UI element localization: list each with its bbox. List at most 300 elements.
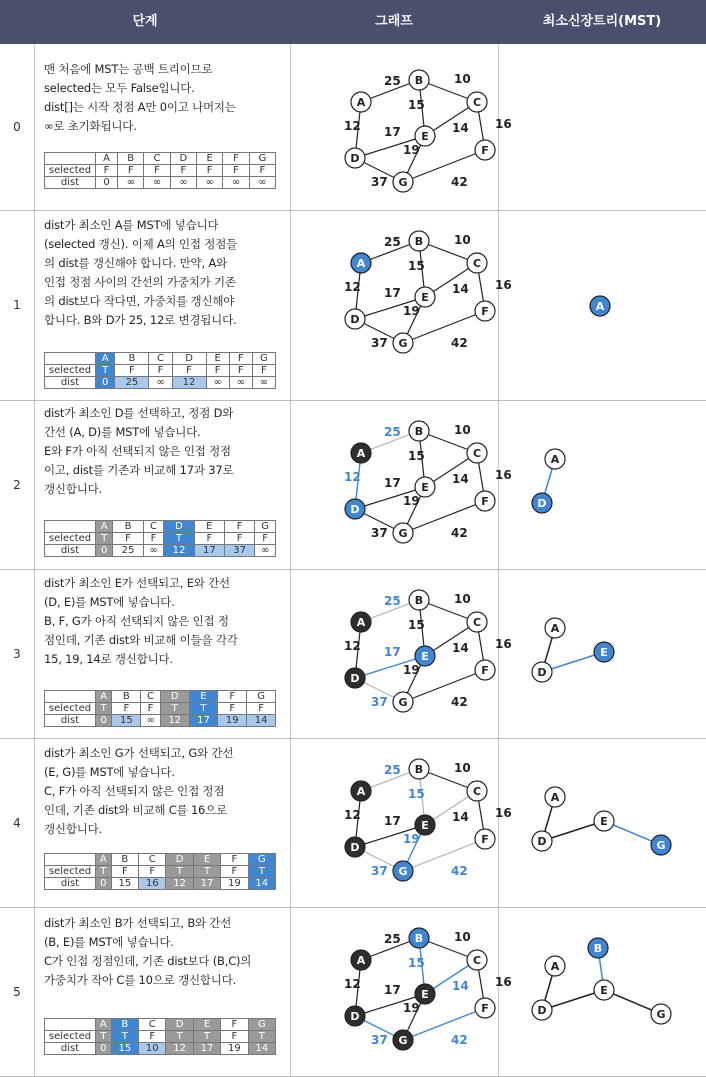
edge-weight-label: 17 bbox=[384, 983, 401, 997]
graph-vertex bbox=[393, 523, 413, 543]
row-label bbox=[45, 854, 96, 866]
vertex-label: A bbox=[550, 453, 560, 466]
header-mst: 최소신장트리(MST) bbox=[542, 14, 662, 29]
table-cell: 10 bbox=[139, 1043, 166, 1055]
selected-row bbox=[45, 703, 276, 715]
table-cell: F bbox=[139, 866, 166, 878]
table-cell: F bbox=[225, 521, 255, 533]
vertex-label: A bbox=[356, 616, 366, 629]
vertex-label: D bbox=[350, 1010, 360, 1023]
graph-diagram bbox=[318, 759, 528, 899]
edge-weight-label: 17 bbox=[384, 286, 401, 300]
row-label bbox=[45, 153, 96, 165]
table-cell: F bbox=[247, 703, 276, 715]
table-cell: 12 bbox=[166, 878, 193, 890]
edge-weight-label: 17 bbox=[384, 814, 401, 828]
edge-weight-label: 17 bbox=[384, 476, 401, 490]
graph-vertex bbox=[415, 646, 435, 666]
edge-weight-label: 42 bbox=[451, 864, 468, 878]
step-row bbox=[0, 401, 706, 570]
table-cell: F bbox=[255, 533, 276, 545]
vertex-label: C bbox=[472, 447, 482, 460]
edge-weight-label: 14 bbox=[452, 641, 469, 655]
row-label bbox=[45, 1019, 96, 1031]
mst-vertex bbox=[545, 449, 565, 469]
dist-row bbox=[45, 1043, 276, 1055]
mst-vertex bbox=[545, 956, 565, 976]
step-description: dist가 최소인 D를 선택하고, 정점 D와 간선 (A, D)를 MST에 넣습니다. E와 F가 아직 선택되지 않은 인접 정점 이고, dist를 기존과 비교해 17과 37로 갱신합니다. bbox=[44, 406, 234, 496]
vertex-label: A bbox=[356, 785, 366, 798]
mst-diagram bbox=[520, 759, 700, 889]
header-graph: 그래프 bbox=[375, 14, 413, 29]
table-cell: F bbox=[118, 165, 144, 177]
step-description: 맨 처음에 MST는 공백 트리이므로 selected는 모두 False입니다. dist[]는 시작 정점 A만 0이고 나머지는 ∞로 초기화됩니다. bbox=[44, 62, 236, 133]
table-cell: F bbox=[206, 365, 229, 377]
edge-weight-label: 25 bbox=[384, 932, 401, 946]
table-cell: F bbox=[141, 703, 161, 715]
graph-vertex bbox=[467, 92, 487, 112]
graph-vertex bbox=[467, 443, 487, 463]
edge-weight-label: 15 bbox=[408, 449, 425, 463]
step-row bbox=[0, 44, 706, 211]
table-cell: E bbox=[189, 691, 218, 703]
table-cell: G bbox=[249, 153, 275, 165]
vertex-label: D bbox=[537, 497, 547, 510]
selected-row bbox=[45, 1031, 276, 1043]
step-row bbox=[0, 908, 706, 1077]
step-description: dist가 최소인 B가 선택되고, B와 간선 (B, E)를 MST에 넣습니다. C가 인접 정점인데, 기존 dist보다 (B,C)의 가중치가 작아 C를 10으로 갱신합니다. bbox=[44, 916, 252, 987]
table-cell: T bbox=[111, 1031, 138, 1043]
dist-table bbox=[44, 152, 276, 189]
step-description: dist가 최소인 G가 선택되고, G와 간선 (E, G)를 MST에 넣습니다. C, F가 아직 선택되지 않은 인접 정점 인데, 기존 dist와 비교해 C를 16으로 갱신합니다. bbox=[44, 746, 234, 836]
edge-weight-label: 42 bbox=[451, 1033, 468, 1047]
table-cell: F bbox=[115, 365, 149, 377]
table-cell: 15 bbox=[112, 715, 141, 727]
mst-vertex bbox=[590, 296, 610, 316]
selected-row bbox=[45, 365, 276, 377]
vertex-label: G bbox=[398, 865, 408, 878]
edge-weight-label: 42 bbox=[451, 695, 468, 709]
graph-vertex bbox=[475, 660, 495, 680]
table-cell: ∞ bbox=[118, 177, 144, 189]
table-cell: 0 bbox=[96, 878, 112, 890]
edge-weight-label: 15 bbox=[408, 787, 425, 801]
table-cell: F bbox=[144, 165, 170, 177]
mst-vertex bbox=[545, 787, 565, 807]
edge-weight-label: 16 bbox=[495, 637, 512, 651]
vertex-label: E bbox=[600, 646, 608, 659]
table-cell: D bbox=[166, 1019, 193, 1031]
mst-vertex bbox=[651, 835, 671, 855]
vertex-label: E bbox=[421, 481, 429, 494]
row-label: selected bbox=[45, 365, 96, 377]
edge-weight-label: 10 bbox=[454, 423, 471, 437]
graph-diagram bbox=[318, 421, 528, 561]
step-number: 5 bbox=[13, 984, 21, 999]
table-cell: 0 bbox=[96, 715, 112, 727]
table-cell: 19 bbox=[218, 715, 247, 727]
vertex-label: E bbox=[421, 130, 429, 143]
table-cell: T bbox=[96, 533, 113, 545]
vertex-label: B bbox=[414, 74, 424, 87]
table-cell: T bbox=[193, 1031, 220, 1043]
table-cell: ∞ bbox=[252, 377, 275, 389]
table-cell: ∞ bbox=[149, 377, 172, 389]
mst-diagram bbox=[520, 590, 700, 720]
edge-weight-label: 16 bbox=[495, 975, 512, 989]
mst-vertex bbox=[532, 1000, 552, 1020]
vertex-label: B bbox=[414, 763, 424, 776]
table-cell: A bbox=[96, 1019, 112, 1031]
mst-vertex bbox=[594, 642, 614, 662]
vertex-label: D bbox=[537, 666, 547, 679]
column-header-row bbox=[45, 1019, 276, 1031]
vertex-label: B bbox=[414, 594, 424, 607]
graph-vertex bbox=[475, 140, 495, 160]
vertex-label: C bbox=[472, 954, 482, 967]
table-cell: G bbox=[247, 691, 276, 703]
vertex-label: F bbox=[481, 833, 489, 846]
row-label: selected bbox=[45, 1031, 96, 1043]
vertex-label: A bbox=[356, 96, 366, 109]
table-cell: ∞ bbox=[229, 377, 252, 389]
table-cell: ∞ bbox=[143, 545, 164, 557]
table-cell: 14 bbox=[248, 878, 275, 890]
mst-vertex bbox=[532, 831, 552, 851]
vertex-label: G bbox=[398, 1034, 408, 1047]
vertex-label: F bbox=[481, 305, 489, 318]
step-description: dist가 최소인 A를 MST에 넣습니다 (selected 갱신). 이제 A의 인접 정점들 의 dist를 갱신해야 합니다. 만약, A와 인접 정점 사이의 간선의 가중치가 기존 의 dist보다 작다면, 가중치를 갱신해야 합니다. B와 D가 25, 12로 변경됩니다. bbox=[44, 218, 238, 327]
edge-weight-label: 42 bbox=[451, 526, 468, 540]
table-cell: 12 bbox=[160, 715, 189, 727]
row-label: dist bbox=[45, 878, 96, 890]
mst-diagram bbox=[520, 231, 700, 361]
graph-vertex bbox=[467, 612, 487, 632]
edge-weight-label: 12 bbox=[344, 639, 361, 653]
graph-vertex bbox=[351, 950, 371, 970]
edge-weight-label: 15 bbox=[408, 98, 425, 112]
table-cell: ∞ bbox=[255, 545, 276, 557]
step-number: 3 bbox=[13, 646, 21, 661]
vertex-label: E bbox=[600, 984, 608, 997]
mst-diagram bbox=[520, 64, 700, 194]
vertex-label: C bbox=[472, 96, 482, 109]
table-cell: E bbox=[206, 353, 229, 365]
edge-weight-label: 37 bbox=[371, 526, 388, 540]
selected-row bbox=[45, 165, 276, 177]
edge-weight-label: 15 bbox=[408, 259, 425, 273]
table-cell: G bbox=[252, 353, 275, 365]
edge-weight-label: 10 bbox=[454, 761, 471, 775]
vertex-label: D bbox=[350, 313, 360, 326]
vertex-label: E bbox=[421, 988, 429, 1001]
table-cell: A bbox=[96, 691, 112, 703]
table-cell: T bbox=[248, 1031, 275, 1043]
table-cell: F bbox=[252, 365, 275, 377]
step-number: 2 bbox=[13, 477, 21, 492]
graph-vertex bbox=[351, 253, 371, 273]
step-number: 1 bbox=[13, 298, 21, 312]
table-cell: 0 bbox=[96, 177, 118, 189]
table-cell: ∞ bbox=[197, 177, 223, 189]
vertex-label: F bbox=[481, 1002, 489, 1015]
row-label: dist bbox=[45, 545, 96, 557]
vertex-label: G bbox=[656, 839, 666, 852]
row-label bbox=[45, 353, 96, 365]
graph-vertex bbox=[393, 333, 413, 353]
mst-vertex bbox=[532, 662, 552, 682]
vertex-label: F bbox=[481, 495, 489, 508]
table-cell: F bbox=[221, 866, 248, 878]
table-cell: 0 bbox=[96, 545, 113, 557]
table-cell: F bbox=[249, 165, 275, 177]
vertex-label: B bbox=[414, 425, 424, 438]
table-cell: T bbox=[96, 703, 112, 715]
graph-vertex bbox=[393, 692, 413, 712]
row-label bbox=[45, 521, 96, 533]
edge-weight-label: 19 bbox=[403, 1001, 420, 1015]
graph-vertex bbox=[467, 950, 487, 970]
vertex-label: A bbox=[356, 257, 366, 270]
dist-row bbox=[45, 715, 276, 727]
table-cell: T bbox=[193, 866, 220, 878]
dist-row bbox=[45, 878, 276, 890]
table-cell: F bbox=[197, 165, 223, 177]
graph-diagram bbox=[318, 70, 528, 210]
table-cell: G bbox=[255, 521, 276, 533]
mst-vertex bbox=[545, 618, 565, 638]
edge-weight-label: 16 bbox=[495, 468, 512, 482]
vertex-label: D bbox=[537, 835, 547, 848]
graph-vertex bbox=[415, 126, 435, 146]
graph-vertex bbox=[345, 668, 365, 688]
graph-vertex bbox=[475, 301, 495, 321]
vertex-label: D bbox=[537, 1004, 547, 1017]
graph-vertex bbox=[409, 70, 429, 90]
graph-vertex bbox=[345, 309, 365, 329]
row-label: dist bbox=[45, 715, 96, 727]
vertex-label: A bbox=[356, 447, 366, 460]
table-cell: 25 bbox=[115, 377, 149, 389]
vertex-label: D bbox=[350, 152, 360, 165]
table-cell: F bbox=[111, 866, 138, 878]
table-cell: F bbox=[149, 365, 172, 377]
vertex-label: C bbox=[472, 616, 482, 629]
table-cell: 17 bbox=[193, 1043, 220, 1055]
row-label: selected bbox=[45, 866, 96, 878]
table-cell: T bbox=[160, 703, 189, 715]
dist-table bbox=[44, 352, 276, 389]
step-number: 0 bbox=[13, 119, 21, 134]
table-cell: C bbox=[149, 353, 172, 365]
edge-weight-label: 16 bbox=[495, 278, 512, 292]
edge-weight-label: 42 bbox=[451, 175, 468, 189]
table-cell: 19 bbox=[221, 878, 248, 890]
graph-vertex bbox=[467, 781, 487, 801]
table-cell: ∞ bbox=[141, 715, 161, 727]
graph-vertex bbox=[409, 759, 429, 779]
table-cell: C bbox=[139, 854, 166, 866]
step-number: 4 bbox=[13, 815, 21, 830]
table-cell: E bbox=[194, 521, 224, 533]
table-cell: C bbox=[144, 153, 170, 165]
graph-vertex bbox=[475, 491, 495, 511]
table-cell: 17 bbox=[194, 545, 224, 557]
graph-vertex bbox=[409, 590, 429, 610]
table-cell: F bbox=[96, 165, 118, 177]
table-cell: F bbox=[172, 365, 206, 377]
table-cell: D bbox=[160, 691, 189, 703]
edge-weight-label: 10 bbox=[454, 930, 471, 944]
graph-vertex bbox=[393, 861, 413, 881]
dist-table bbox=[44, 520, 276, 557]
table-cell: B bbox=[112, 691, 141, 703]
table-cell: D bbox=[172, 353, 206, 365]
table-cell: F bbox=[143, 533, 164, 545]
mst-diagram bbox=[520, 421, 700, 551]
edge-weight-label: 12 bbox=[344, 119, 361, 133]
table-cell: B bbox=[118, 153, 144, 165]
graph-diagram bbox=[318, 231, 528, 371]
edge-weight-label: 14 bbox=[452, 472, 469, 486]
table-cell: 12 bbox=[164, 545, 194, 557]
selected-row bbox=[45, 533, 276, 545]
dist-row bbox=[45, 177, 276, 189]
vertex-label: A bbox=[550, 791, 560, 804]
table-cell: ∞ bbox=[206, 377, 229, 389]
graph-vertex bbox=[393, 172, 413, 192]
vertex-label: A bbox=[550, 622, 560, 635]
vertex-label: B bbox=[414, 932, 424, 945]
edge-weight-label: 25 bbox=[384, 763, 401, 777]
table-cell: A bbox=[96, 153, 118, 165]
table-cell: C bbox=[143, 521, 164, 533]
vertex-label: G bbox=[398, 176, 408, 189]
table-cell: D bbox=[170, 153, 196, 165]
table-cell: 37 bbox=[225, 545, 255, 557]
table-cell: F bbox=[112, 703, 141, 715]
table-cell: ∞ bbox=[223, 177, 249, 189]
table-cell: 17 bbox=[189, 715, 218, 727]
table-cell: C bbox=[141, 691, 161, 703]
row-label: dist bbox=[45, 377, 96, 389]
mst-vertex bbox=[532, 493, 552, 513]
edge-weight-label: 37 bbox=[371, 336, 388, 350]
edge-weight-label: 25 bbox=[384, 74, 401, 88]
vertex-label: E bbox=[421, 819, 429, 832]
edge-weight-label: 10 bbox=[454, 72, 471, 86]
table-cell: F bbox=[223, 153, 249, 165]
graph-vertex bbox=[351, 443, 371, 463]
table-cell: 19 bbox=[221, 1043, 248, 1055]
table-cell: 12 bbox=[166, 1043, 193, 1055]
vertex-label: A bbox=[595, 300, 605, 313]
vertex-label: B bbox=[593, 942, 603, 955]
row-label bbox=[45, 691, 96, 703]
edge-weight-label: 12 bbox=[344, 977, 361, 991]
table-cell: F bbox=[218, 703, 247, 715]
vertex-label: F bbox=[481, 664, 489, 677]
graph-vertex bbox=[351, 612, 371, 632]
graph-vertex bbox=[409, 421, 429, 441]
table-cell: A bbox=[96, 353, 115, 365]
table-cell: 25 bbox=[113, 545, 143, 557]
step-row bbox=[0, 211, 706, 401]
vertex-label: E bbox=[421, 650, 429, 663]
mst-vertex bbox=[594, 811, 614, 831]
edge-weight-label: 19 bbox=[403, 832, 420, 846]
mst-vertex bbox=[594, 980, 614, 1000]
table-cell: T bbox=[166, 1031, 193, 1043]
table-cell: 16 bbox=[139, 878, 166, 890]
table-cell: F bbox=[225, 533, 255, 545]
graph-vertex bbox=[351, 92, 371, 112]
table-cell: T bbox=[166, 866, 193, 878]
table-cell: B bbox=[111, 854, 138, 866]
graph-vertex bbox=[409, 231, 429, 251]
edge-weight-label: 12 bbox=[344, 280, 361, 294]
table-cell: 15 bbox=[111, 878, 138, 890]
table-cell: C bbox=[139, 1019, 166, 1031]
edge-weight-label: 19 bbox=[403, 304, 420, 318]
edge-weight-label: 37 bbox=[371, 175, 388, 189]
graph-vertex bbox=[467, 253, 487, 273]
table-header bbox=[0, 0, 706, 44]
graph-vertex bbox=[415, 287, 435, 307]
table-cell: F bbox=[223, 165, 249, 177]
edge-weight-label: 19 bbox=[403, 494, 420, 508]
edge-weight-label: 37 bbox=[371, 695, 388, 709]
table-cell: A bbox=[96, 854, 112, 866]
dist-table bbox=[44, 853, 276, 890]
edge-weight-label: 37 bbox=[371, 864, 388, 878]
edge-weight-label: 19 bbox=[403, 663, 420, 677]
vertex-label: B bbox=[414, 235, 424, 248]
graph-diagram bbox=[318, 590, 528, 730]
table-cell: B bbox=[115, 353, 149, 365]
edge-weight-label: 25 bbox=[384, 425, 401, 439]
vertex-label: D bbox=[350, 503, 360, 516]
vertex-label: E bbox=[421, 291, 429, 304]
edge-weight-label: 25 bbox=[384, 235, 401, 249]
edge-weight-label: 15 bbox=[408, 618, 425, 632]
graph-vertex bbox=[345, 148, 365, 168]
table-cell: T bbox=[96, 1031, 112, 1043]
table-cell: 0 bbox=[96, 1043, 112, 1055]
vertex-label: G bbox=[398, 337, 408, 350]
step-row bbox=[0, 739, 706, 908]
dist-row bbox=[45, 545, 276, 557]
table-cell: F bbox=[221, 854, 248, 866]
table-cell: T bbox=[96, 866, 112, 878]
edge-weight-label: 17 bbox=[384, 125, 401, 139]
table-cell: B bbox=[111, 1019, 138, 1031]
table-cell: F bbox=[218, 691, 247, 703]
table-cell: 12 bbox=[172, 377, 206, 389]
dist-table bbox=[44, 690, 276, 727]
table-cell: ∞ bbox=[144, 177, 170, 189]
table-cell: T bbox=[96, 365, 115, 377]
vertex-label: A bbox=[550, 960, 560, 973]
edge-weight-label: 17 bbox=[384, 645, 401, 659]
step-row bbox=[0, 570, 706, 739]
table-cell: ∞ bbox=[170, 177, 196, 189]
mst-vertex bbox=[588, 938, 608, 958]
graph-vertex bbox=[415, 984, 435, 1004]
vertex-label: C bbox=[472, 785, 482, 798]
edge-weight-label: 10 bbox=[454, 592, 471, 606]
table-cell: F bbox=[221, 1031, 248, 1043]
